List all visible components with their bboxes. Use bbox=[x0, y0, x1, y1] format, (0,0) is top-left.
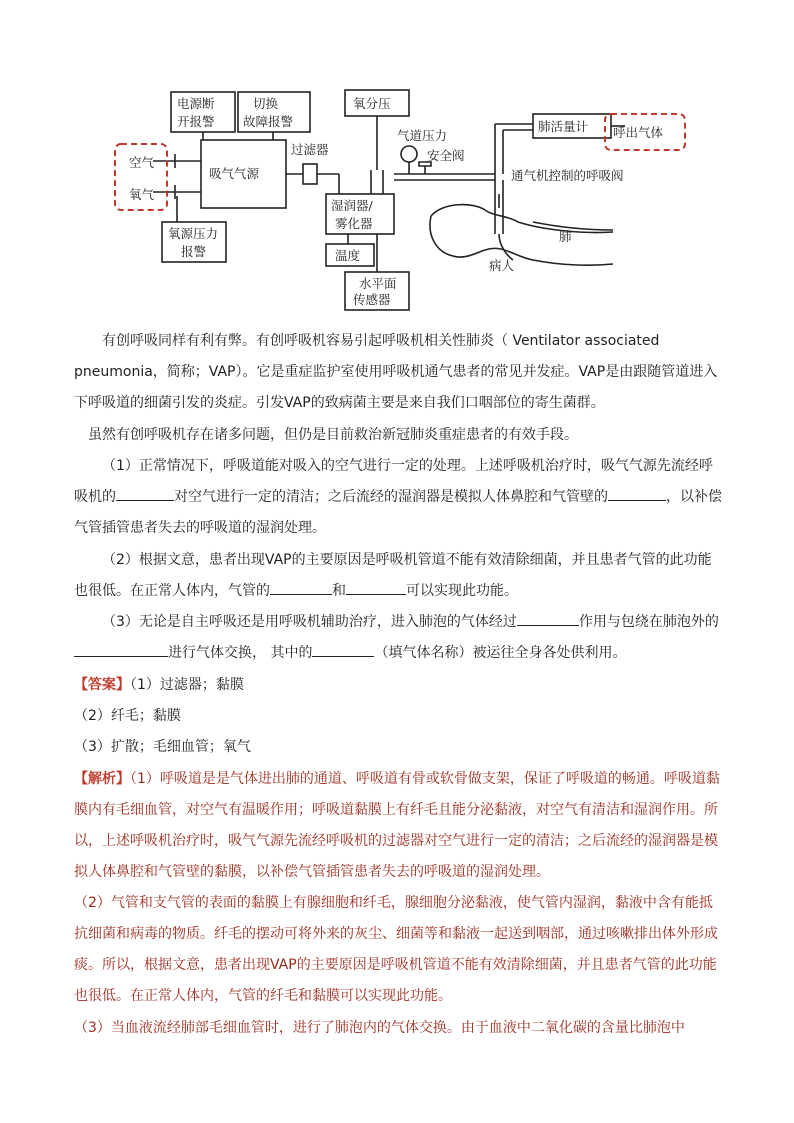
question-1-part-c: ，以补偿气管插管患者失去的呼吸道的湿润处理。 bbox=[74, 489, 722, 536]
answer-blank[interactable] bbox=[346, 579, 406, 595]
gas-source-label: 吸气气源 bbox=[209, 166, 260, 181]
analysis-1 bbox=[74, 764, 724, 888]
answer-3: （3）扩散；毛细血管；氧气 bbox=[74, 739, 251, 755]
answer-line-1 bbox=[74, 670, 724, 701]
power-alarm-label-1: 电源断 bbox=[177, 96, 215, 111]
question-3-part-c: 进行气体交换， 其中的 bbox=[168, 645, 313, 661]
analysis-tag: 【解析】 bbox=[74, 771, 130, 787]
oxygen-pressure-alarm-label-1: 氧源压力 bbox=[168, 226, 219, 241]
question-2-part-a: （2）根据文意，患者出现VAP的主要原因是呼吸机管道不能有效清除细菌，并且患者气管的此功能也很低。在正常人体内，气管的 bbox=[74, 552, 712, 599]
controlled-valve-label: 通气机控制的呼吸阀 bbox=[511, 168, 624, 183]
airway-pressure-label: 气道压力 bbox=[397, 128, 448, 143]
question-2-part-c: 可以实现此功能。 bbox=[406, 583, 518, 599]
question-1-part-a: （1）正常情况下，呼吸道能对吸入的空气进行一定的处理。上述呼吸机治疗时，吸气气源先流经呼吸机的 bbox=[74, 458, 713, 505]
level-sensor-label-2: 传感器 bbox=[353, 292, 391, 307]
level-sensor-label-1: 水平面 bbox=[359, 276, 397, 291]
answer-blank[interactable] bbox=[116, 485, 174, 501]
answer-blank[interactable] bbox=[608, 485, 666, 501]
ventilator-diagram-svg bbox=[113, 84, 688, 314]
analysis-2: （2）气管和支气管的表面的黏膜上有腺细胞和纤毛，腺细胞分泌黏液，使气管内湿润，黏液中含有能抵抗细菌和病毒的物质。纤毛的摆动可将外来的灰尘、细菌等和黏液一起送到咽部，通过咳嗽排出体外形成痰。所以，根据文意，患者出现VAP的主要原因是呼吸机管道不能有效清除细菌，并且患者气管的此功能也很低。在正常人体内，气管的纤毛和黏膜可以实现此功能。 bbox=[74, 895, 718, 1004]
question-1 bbox=[74, 451, 724, 544]
answer-blank[interactable] bbox=[74, 641, 168, 657]
pressure-gauge bbox=[401, 146, 417, 162]
oxygen-label: 氧气 bbox=[129, 187, 155, 202]
analysis-1-text: （1）呼吸道是是气体进出肺的通道、呼吸道有骨或软骨做支架，保证了呼吸道的畅通。呼吸道黏膜内有毛细血管，对空气有温暖作用；呼吸道黏膜上有纤毛且能分泌黏液，对空气有清洁和湿润作用。所以，上述呼吸机治疗时，吸气气源先流经呼吸机的过滤器对空气进行一定的清洁；之后流经的湿润器是模拟人体鼻腔和气管壁的黏膜，以补偿气管插管患者失去的呼吸道的湿润处理。 bbox=[74, 771, 720, 880]
answer-tag: 【答案】 bbox=[74, 677, 130, 693]
patient-outline bbox=[430, 205, 613, 266]
switch-alarm-label-2: 故障报警 bbox=[243, 114, 294, 129]
humidifier-label-1: 湿润器/ bbox=[331, 198, 373, 213]
filter-label: 过滤器 bbox=[291, 142, 329, 157]
answer-1: （1）过滤器；黏膜 bbox=[130, 677, 244, 693]
power-alarm-label-2: 开报警 bbox=[177, 114, 215, 129]
intro-paragraph: 有创呼吸同样有利有弊。有创呼吸机容易引起呼吸机相关性肺炎（ Ventilator associated pneumonia，简称；VAP）。它是重症监护室使用呼吸机通气患者的常见并发症。VAP是由跟随管道进入下呼吸道的细菌引发的炎症。引发VAP的致病菌主要是来自我们口咽部位的寄生菌群。 bbox=[74, 333, 718, 411]
question-2 bbox=[74, 545, 724, 607]
question-3 bbox=[74, 607, 724, 669]
analysis-3: （3）当血液流经肺部毛细血管时，进行了肺泡内的气体交换。由于血液中二氧化碳的含量比肺泡中 bbox=[74, 1020, 685, 1036]
spirometer-label: 肺活量计 bbox=[538, 119, 589, 134]
air-label: 空气 bbox=[129, 155, 155, 170]
question-1-part-b: 对空气进行一定的清洁；之后流经的湿润器是模拟人体鼻腔和气管壁的 bbox=[174, 489, 608, 505]
summary-paragraph: 虽然有创呼吸机存在诸多问题，但仍是目前救治新冠肺炎重症患者的有效手段。 bbox=[88, 427, 578, 443]
exhaled-gas-label: 呼出气体 bbox=[613, 125, 664, 140]
lung-label: 肺 bbox=[559, 229, 572, 244]
question-3-part-a: （3）无论是自主呼吸还是用呼吸机辅助治疗，进入肺泡的气体经过 bbox=[102, 614, 517, 630]
answer-blank[interactable] bbox=[517, 610, 579, 626]
answer-blank[interactable] bbox=[312, 641, 374, 657]
answer-2: （2）纤毛；黏膜 bbox=[74, 708, 181, 724]
ventilator-diagram bbox=[113, 84, 688, 314]
answer-blank[interactable] bbox=[270, 579, 332, 595]
question-3-part-b: 作用与包绕在肺泡外的 bbox=[578, 614, 719, 630]
temperature-label: 温度 bbox=[335, 248, 361, 263]
safety-valve-label: 安全阀 bbox=[427, 148, 465, 163]
humidifier-label-2: 雾化器 bbox=[335, 216, 373, 231]
switch-alarm-label-1: 切换 bbox=[253, 96, 279, 111]
patient-label: 病人 bbox=[489, 258, 515, 273]
oxygen-pressure-alarm-label-2: 报警 bbox=[181, 244, 207, 259]
question-3-part-d: （填气体名称）被运往全身各处供利用。 bbox=[374, 645, 627, 661]
question-2-part-b: 和 bbox=[332, 583, 346, 599]
oxygen-partial-label: 氧分压 bbox=[353, 96, 391, 111]
filter-box bbox=[303, 164, 317, 184]
